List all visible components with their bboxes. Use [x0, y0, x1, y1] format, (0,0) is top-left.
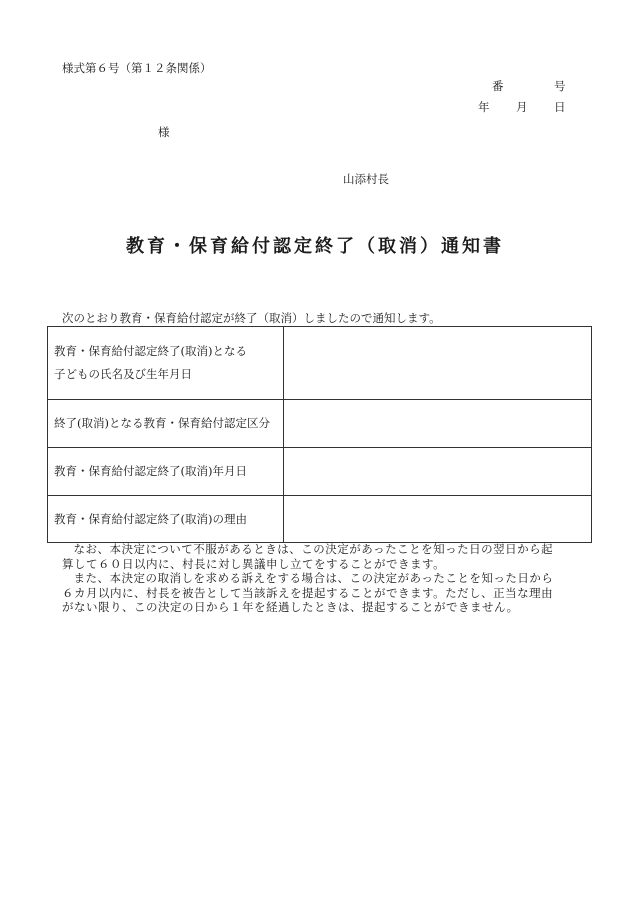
row-value-field[interactable]: [284, 327, 592, 400]
row-label: [48, 400, 284, 448]
row-label-line: 終了(取消)となる教育・保育給付認定区分: [54, 416, 270, 430]
date-day: 日: [554, 100, 566, 114]
document-title: 教育・保育給付認定終了（取消）通知書: [126, 236, 504, 257]
note-paragraph: なお、本決定について不服があるときは、この決定があったことを知った日の翌日から起算して６０日以内に、村長に対し異議申し立てをすることができます。: [62, 542, 554, 571]
row-label-line: 教育・保育給付認定終了(取消)の理由: [54, 511, 247, 526]
addressee: 様: [158, 125, 170, 139]
date-month: 月: [516, 100, 528, 114]
issuer: 山添村長: [343, 172, 389, 186]
table-row: [48, 448, 592, 496]
table-row: [48, 400, 592, 448]
row-label-line: 子どもの氏名及び生年月日: [54, 367, 192, 381]
number-suffix: 号: [554, 79, 566, 93]
row-value-field[interactable]: [284, 448, 592, 496]
number-label: 番: [492, 79, 504, 93]
row-value-field[interactable]: [284, 496, 592, 543]
notification-table: [47, 326, 592, 543]
intro-text: 次のとおり教育・保育給付認定が終了（取消）しましたので通知します。: [62, 311, 441, 325]
row-label: [48, 496, 284, 543]
row-value-field[interactable]: [284, 400, 592, 448]
row-label: [48, 448, 284, 496]
note-paragraph: また、本決定の取消しを求める訴えをする場合は、この決定があったことを知った日から６カ月以内に、村長を被告として当該訴えを提起することができます。ただし、正当な理由がない限り、この決定の日から１年を経過したときは、提起することができません。: [62, 571, 554, 615]
table-row: [48, 496, 592, 543]
table-row: [48, 327, 592, 400]
row-label-line: 教育・保育給付認定終了(取消)となる: [54, 344, 247, 358]
notes: [62, 542, 562, 615]
row-label-line: 教育・保育給付認定終了(取消)年月日: [54, 464, 247, 478]
row-label: [48, 327, 284, 400]
form-reference: 様式第６号（第１２条関係）: [62, 61, 212, 75]
date-year: 年: [478, 100, 490, 114]
